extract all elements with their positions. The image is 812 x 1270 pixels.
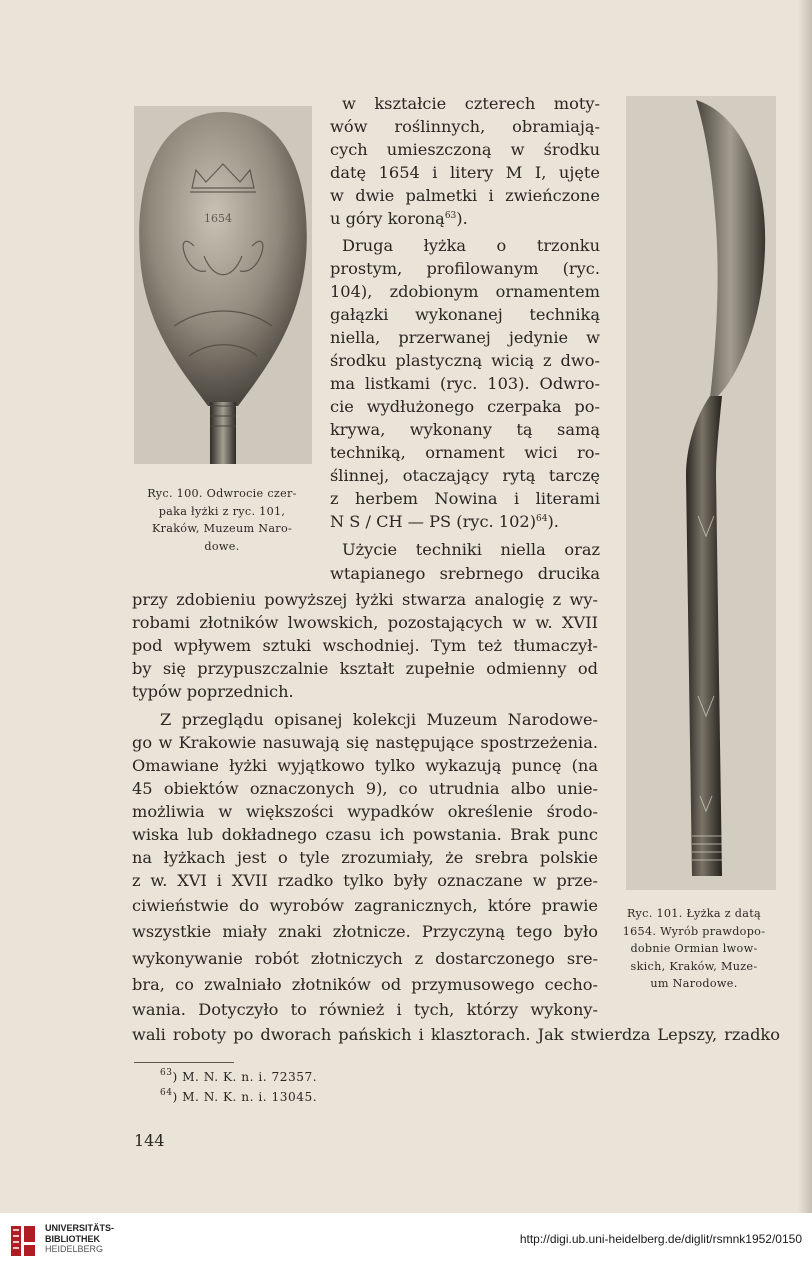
- text-line: ma listkami (ryc. 103). Odwro-: [330, 374, 600, 393]
- text-line-with-footnote: [330, 209, 468, 228]
- text-line: pod wpływem sztuki wschodniej. Tym też tłumaczył-: [132, 636, 598, 655]
- page-number: 144: [134, 1131, 165, 1150]
- footnote-divider: [134, 1062, 234, 1063]
- library-name-line: UNIVERSITÄTS-: [45, 1223, 115, 1233]
- text-line: bra, co zwalniało złotników od przymusowego cecho-: [132, 975, 598, 994]
- library-name: [45, 1223, 114, 1255]
- text-line: ciwieństwie do wyrobów zagranicznych, które prawie: [132, 896, 598, 915]
- footnote-number: 64: [160, 1088, 173, 1098]
- text-line: wali roboty po dworach pańskich i klasztorach. Jak stwierdza Lepszy, rzadko: [132, 1025, 780, 1044]
- text-line: ślinnej, otaczający rytą tarczę: [330, 466, 600, 485]
- text-line: na łyżkach jest o tyle zrozumiały, że srebra polskie: [132, 848, 598, 867]
- text-line: niella, przerwanej jedynie w: [330, 328, 600, 347]
- text-line: typów poprzednich.: [132, 682, 294, 701]
- text-line: z herbem Nowina i literami: [330, 489, 600, 508]
- footnote-ref: 63: [444, 211, 457, 221]
- university-library-logo-icon: [8, 1222, 38, 1260]
- text-line: wania. Dotyczyło to również i tych, którzy wykony-: [132, 1000, 598, 1019]
- text-line: Druga łyżka o trzonku: [342, 236, 600, 255]
- source-url-link[interactable]: http://digi.ub.uni-heidelberg.de/diglit/rsmnk1952/0150: [519, 1232, 802, 1246]
- text-line: gałązki wykonanej techniką: [330, 305, 600, 324]
- caption-line: 1654. Wyrób prawdopo-: [622, 924, 766, 938]
- text-line: go w Krakowie nasuwają się następujące spostrzeżenia.: [132, 733, 598, 752]
- caption-line: skich, Kraków, Muze-: [630, 959, 758, 973]
- text-line: przy zdobieniu powyższej łyżki stwarza analogię z wy-: [132, 590, 598, 609]
- viewer-footer: [0, 1213, 812, 1270]
- footnote-text: ) M. N. K. n. i. 13045.: [172, 1090, 318, 1104]
- caption-line: dobnie Ormian lwow-: [630, 942, 758, 955]
- text-line-with-footnote: [330, 512, 559, 531]
- library-name-line: HEIDELBERG: [45, 1244, 104, 1254]
- text-line: w kształcie czterech moty-: [342, 94, 600, 113]
- text-fragment: ).: [547, 512, 559, 531]
- text-fragment: u góry koroną: [330, 209, 445, 228]
- text-line: cie wydłużonego czerpaka po-: [330, 397, 600, 416]
- library-name-line: BIBLIOTHEK: [45, 1233, 100, 1244]
- text-line: robami złotników lwowskich, pozostających w w. XVII: [132, 613, 598, 632]
- text-line: w dwie palmetki i zwieńczone: [330, 186, 600, 205]
- text-line: cych umieszczoną w środku: [330, 140, 600, 159]
- text-line: możliwia w większości wypadków określenie środo-: [132, 802, 598, 821]
- text-line: Z przeglądu opisanej kolekcji Muzeum Narodowe-: [160, 710, 598, 729]
- text-line: wykonywanie robót złotniczych z dostarczonego sre-: [132, 949, 598, 968]
- caption-line: dowe.: [204, 539, 240, 553]
- caption-line: um Narodowe.: [650, 977, 738, 990]
- caption-line: Kraków, Muzeum Naro-: [151, 522, 293, 535]
- text-line: krywa, wykonany tą samą: [330, 420, 600, 439]
- caption-line: Ryc. 101. Łyżka z datą: [627, 907, 761, 920]
- footnote-number: 63: [160, 1068, 173, 1078]
- footnote-text: ) M. N. K. n. i. 72357.: [172, 1070, 318, 1084]
- text-line: Omawiane łyżki wyjątkowo tylko wykazują puncę (na: [132, 756, 598, 775]
- text-line: wów roślinnych, obramiają-: [330, 117, 600, 136]
- footnote: [160, 1088, 317, 1104]
- footnote-ref: 64: [536, 514, 548, 524]
- spoon-date-engraving: 1654: [204, 212, 232, 225]
- text-line: wszystkie miały znaki złotnicze. Przyczyną tego było: [132, 922, 598, 941]
- text-fragment: N S / CH — PS (ryc. 102): [330, 512, 537, 531]
- text-line: prostym, profilowanym (ryc.: [330, 259, 600, 278]
- text-line: by się przypuszczalnie kształt zupełnie odmienny od: [132, 659, 598, 678]
- text-line: wiska lub dokładnego czasu ich powstania. Brak punc: [132, 825, 598, 844]
- text-line: 45 obiektów oznaczonych 9), co utrudnia albo unie-: [132, 779, 598, 798]
- text-line: datę 1654 i litery M I, ujęte: [330, 163, 600, 182]
- text-line: środku plastyczną wicią z dwo-: [330, 351, 600, 370]
- text-line: techniką, ornament wici ro-: [330, 443, 600, 462]
- text-fragment: ).: [456, 209, 468, 228]
- caption-line: Ryc. 100. Odwrocie czer-: [147, 487, 297, 500]
- text-line: 104), zdobionym ornamentem: [330, 282, 600, 301]
- footnote: [160, 1068, 317, 1084]
- text-line: wtapianego srebrnego drucika: [330, 564, 600, 583]
- text-line: Użycie techniki niella oraz: [342, 540, 600, 559]
- text-line: z w. XVI i XVII rzadko tylko były oznaczane w prze-: [132, 871, 598, 890]
- caption-line: paka łyżki z ryc. 101,: [158, 504, 286, 518]
